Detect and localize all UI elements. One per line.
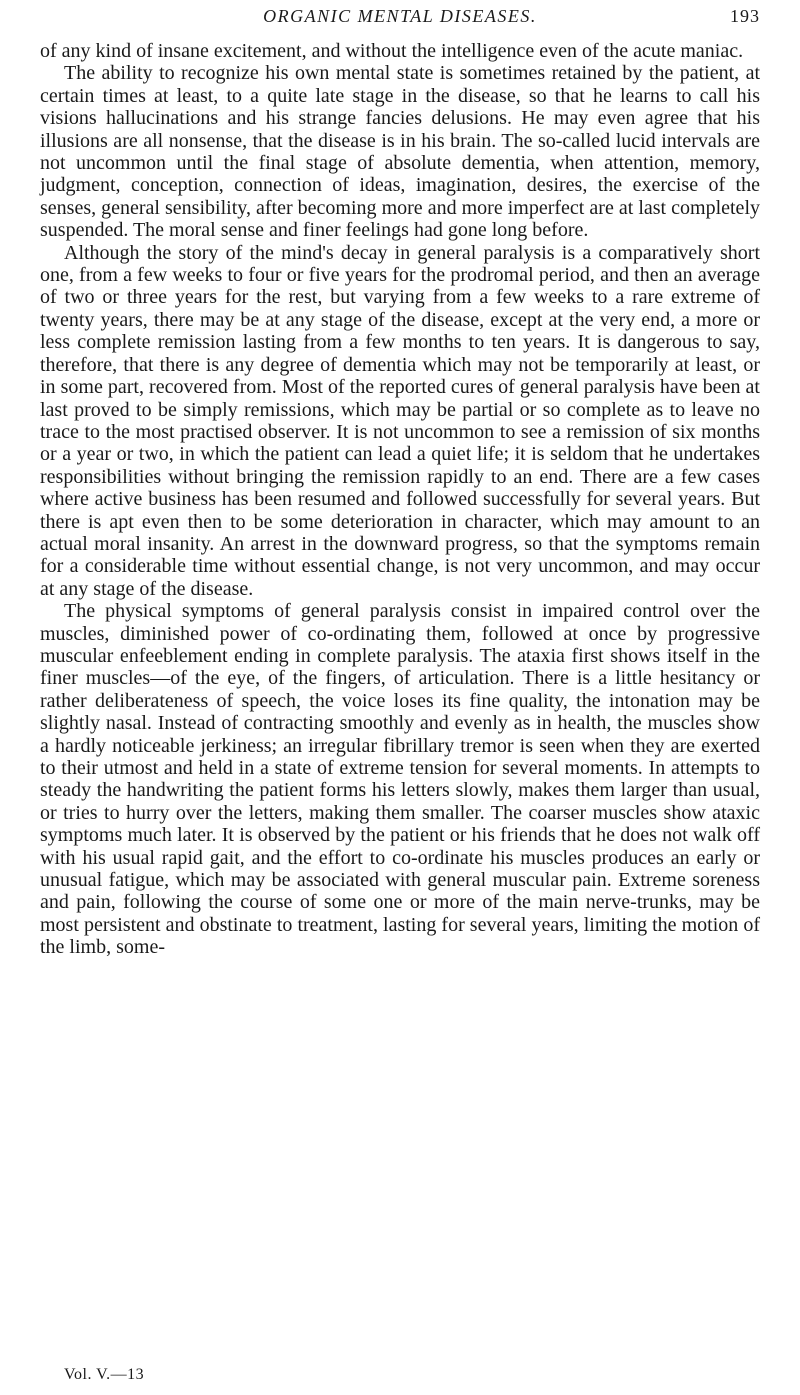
book-page: [40, 0, 760, 1395]
paragraph-remissions: Although the story of the mind's decay in general paralysis is a comparatively short one, from a few weeks to four or five years for the prodromal period, and then an average of two or three years for the rest, but varying from a few weeks to a rare extreme of twenty years, there may be at any stage of the disease, except at the very end, a more or less complete remission lasting from a few months to ten years. It is dangerous to say, therefore, that there is any degree of dementia which may not be temporarily at least, or in some part, recovered from. Most of the reported cures of general paralysis have been at last proved to be simply remissions, which may be partial or so complete as to leave no trace to the most practised observer. It is not uncommon to see a remission of six months or a year or two, in which the patient can lead a quiet life; it is seldom that he undertakes responsibilities without bringing the remission rapidly to an end. There are a few cases where active business has been resumed and followed successfully for several years. But there is apt even then to be some deterioration in character, which may amount to an actual moral insanity. An arrest in the downward progress, so that the symptoms remain for a considerable time without essential change, is not very uncommon, and may occur at any stage of the disease.: [40, 241, 760, 600]
paragraph-continuation: of any kind of insane excitement, and without the intelligence even of the acute maniac.: [40, 40, 744, 62]
running-head: [40, 6, 760, 34]
running-title: ORGANIC MENTAL DISEASES.: [263, 6, 537, 26]
body-text: [40, 40, 760, 959]
paragraph-physical-symptoms: The physical symptoms of general paralysis consist in impaired control over the muscles, diminished power of co-ordinating them, followed at once by progressive muscular enfeeblement ending in complete paralysis. The ataxia first shows itself in the finer muscles—of the eye, of the fingers, of articulation. There is a little hesitancy or rather deliberateness of speech, the voice loses its fine quality, the intonation may be slightly nasal. Instead of contracting smoothly and evenly as in health, the muscles show a hardly noticeable jerkiness; an irregular fibrillary tremor is seen when they are exerted to their utmost and held in a state of extreme tension for several moments. In attempts to steady the handwriting the patient forms his letters slowly, makes them larger than usual, or tries to hurry over the letters, making them smaller. The coarser muscles show ataxic symptoms much later. It is observed by the patient or his friends that he does not walk off with his usual rapid gait, and the effort to co-ordinate his muscles produces an early or unusual fatigue, which may be associated with general muscular pain. Extreme soreness and pain, following the course of some one or more of the main nerve-trunks, may be most persistent and obstinate to treatment, lasting for several years, limiting the motion of the limb, some-: [40, 600, 760, 959]
page-number: 193: [730, 6, 760, 26]
paragraph-lucid-intervals: The ability to recognize his own mental state is sometimes retained by the patient, at certain times at least, to a quite late stage in the disease, so that he learns to call his visions hallucinations and his strange fancies delusions. He may even agree that his illusions are all nonsense, that the disease is in his brain. The so-called lucid intervals are not uncommon until the final stage of absolute dementia, when attention, memory, judgment, conception, connection of ideas, imagination, desires, the exercise of the senses, general sensibility, after becoming more and more imperfect are at last completely suspended. The moral sense and finer feelings had gone long before.: [40, 62, 760, 242]
volume-signature: Vol. V.—13: [64, 1366, 145, 1383]
